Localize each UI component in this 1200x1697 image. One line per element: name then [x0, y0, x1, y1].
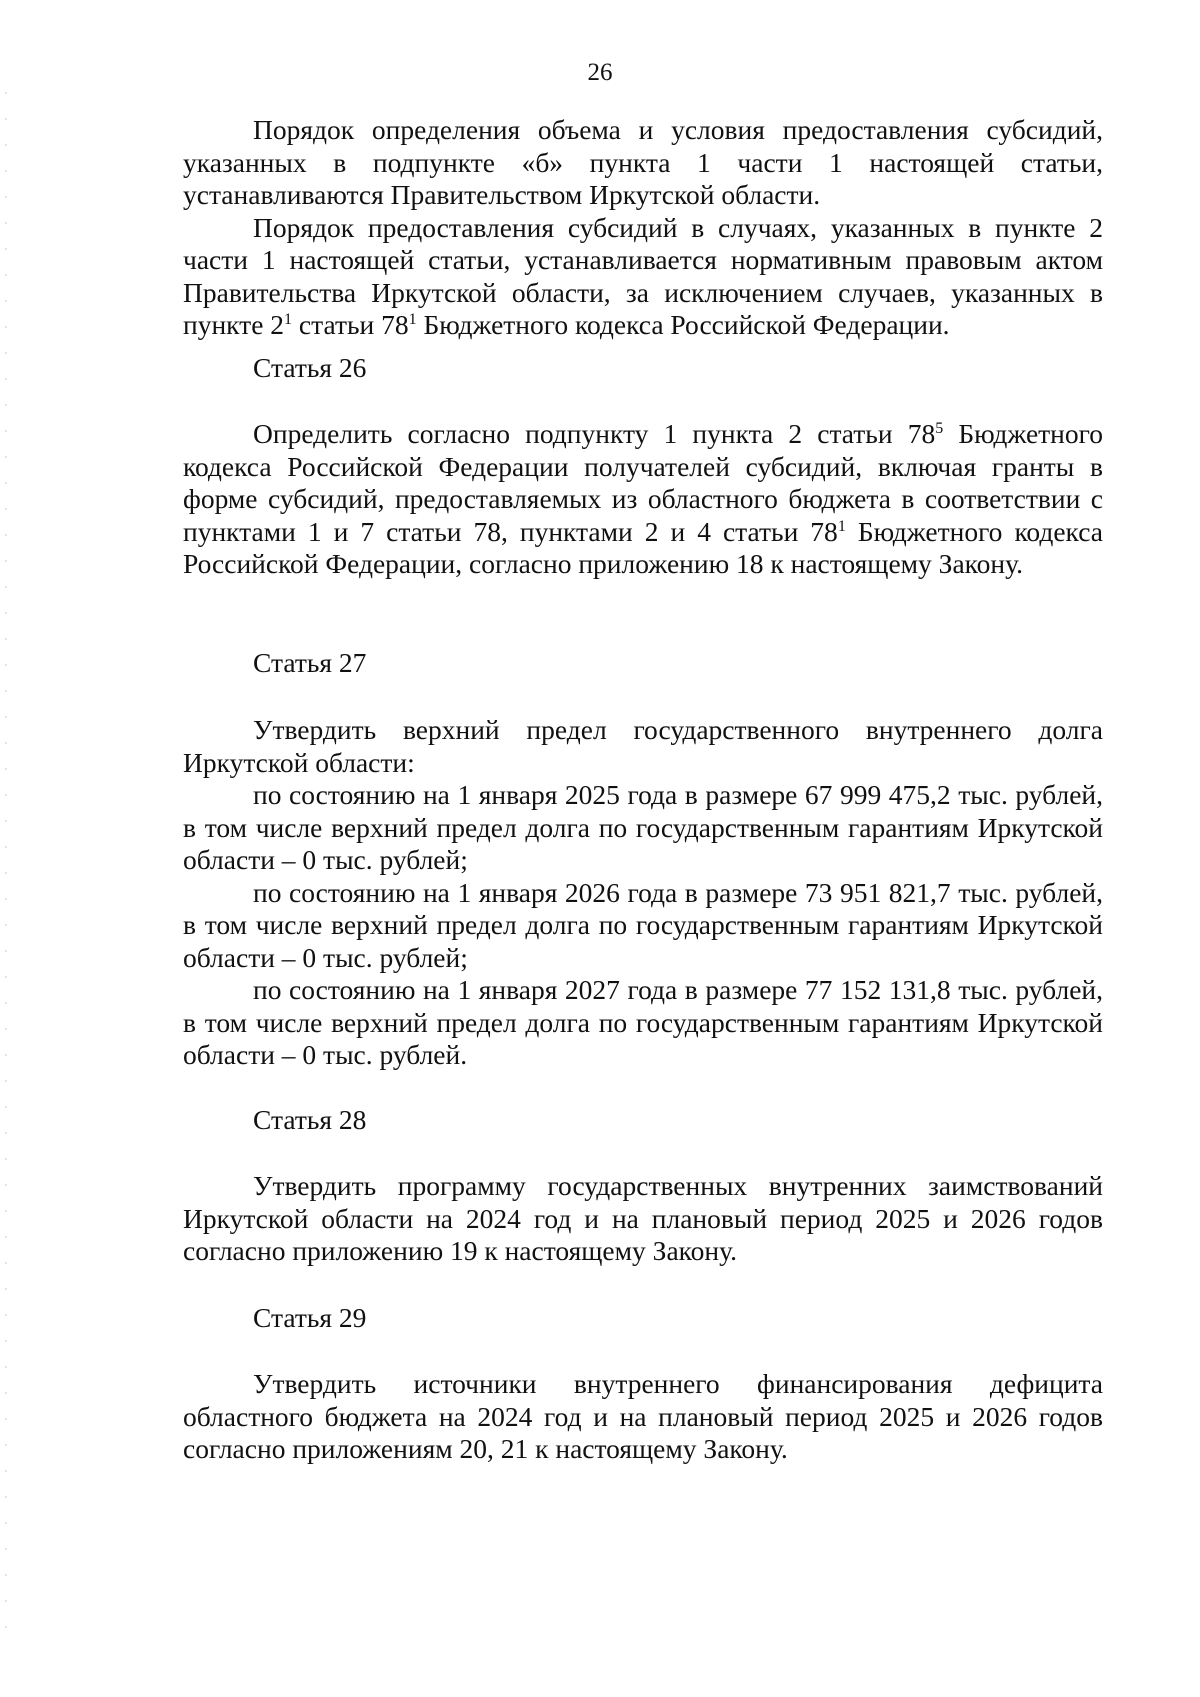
superscript: 1 — [837, 517, 846, 535]
article-26-paragraph — [183, 418, 1103, 581]
article-26-text-b: Бюджетного кодекса Российской Федерации получателей субсидий, включая гранты в форме субсидий, предоставляемых из областного бюджета в соответствии с пунктами 1 и 7 статьи 78, пунктами 2 и 4 статьи 78 — [183, 418, 1103, 547]
article-27-paragraph-4: по состоянию на 1 января 2027 года в размере 77 152 131,8 тыс. рублей, в том числе верхний предел долга по государственным гарантиям Иркутской области – 0 тыс. рублей. — [183, 974, 1103, 1070]
article-26-text-a: Определить согласно подпункту 1 пункта 2 статьи 78 — [253, 418, 936, 449]
intro-block — [183, 114, 1103, 342]
article-27-heading: Статья 27 — [253, 647, 367, 678]
scan-margin-artifact — [4, 80, 8, 1640]
article-29-block — [183, 1368, 1103, 1466]
article-29-heading: Статья 29 — [253, 1302, 367, 1333]
article-26-text-c: Бюджетного кодекса Российской Федерации, согласно приложению 18 к настоящему Закону. — [183, 515, 1103, 579]
superscript: 1 — [284, 310, 293, 328]
intro-paragraph-2-text-b: статьи 78 — [292, 309, 409, 340]
article-26-block — [183, 418, 1103, 581]
intro-paragraph-2 — [183, 212, 1103, 342]
article-29-paragraph: Утвердить источники внутреннего финансирования дефицита областного бюджета на 2024 год и на плановый период 2025 и 2026 годов согласно приложениям 20, 21 к настоящему Закону. — [183, 1368, 1103, 1464]
article-26-heading: Статья 26 — [253, 352, 367, 383]
article-28-block — [183, 1170, 1103, 1268]
intro-paragraph-2-text-a: Порядок предоставления субсидий в случаях, указанных в пункте 2 части 1 настоящей статьи, устанавливается нормативным правовым актом Правительства Иркутской области, за исключением случаев, указанных в пункте 2 — [183, 211, 1103, 340]
article-27-paragraph-3: по состоянию на 1 января 2026 года в размере 73 951 821,7 тыс. рублей, в том числе верхний предел долга по государственным гарантиям Иркутской области – 0 тыс. рублей; — [183, 876, 1103, 973]
superscript: 5 — [935, 419, 944, 437]
superscript: 1 — [408, 310, 417, 328]
article-27-block — [183, 714, 1103, 1072]
article-28-paragraph: Утвердить программу государственных внутренних заимствований Иркутской области на 2024 год и на плановый период 2025 и 2026 годов согласно приложению 19 к настоящему Закону. — [183, 1170, 1103, 1266]
intro-paragraph-1: Порядок определения объема и условия предоставления субсидий, указанных в подпункте «б» пункта 1 части 1 настоящей статьи, устанавливаются Правительством Иркутской области. — [183, 114, 1103, 210]
article-28-heading: Статья 28 — [253, 1104, 367, 1135]
page-number: 26 — [587, 59, 613, 86]
article-27-paragraph-2: по состоянию на 1 января 2025 года в размере 67 999 475,2 тыс. рублей, в том числе верхний предел долга по государственным гарантиям Иркутской области – 0 тыс. рублей; — [183, 779, 1103, 875]
intro-paragraph-2-text-c: Бюджетного кодекса Российской Федерации. — [416, 309, 950, 340]
article-27-paragraph-1: Утвердить верхний предел государственного внутреннего долга Иркутской области: — [183, 714, 1103, 778]
